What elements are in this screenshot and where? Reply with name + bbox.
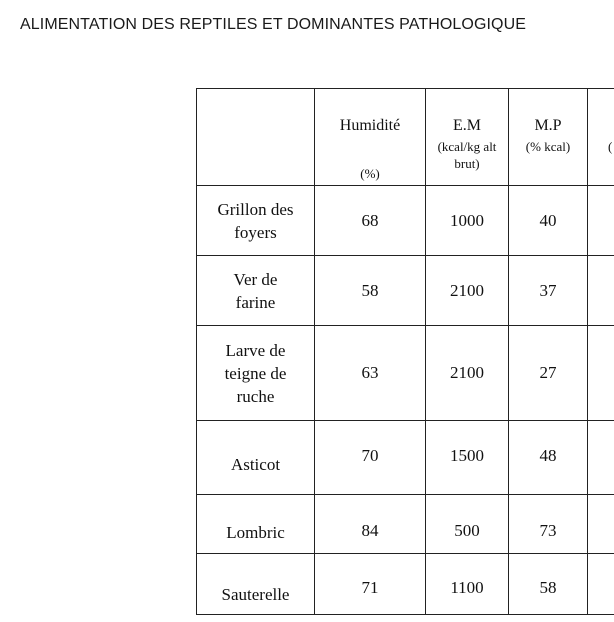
cell-em: 1500 [426,421,509,495]
cell-mp: 40 [509,186,588,256]
table-row [197,495,614,554]
table-header-row [197,89,614,186]
cell-clipped [588,421,614,495]
cell-humidite: 63 [315,326,426,421]
cell-mp: 27 [509,326,588,421]
cell-mp: 58 [509,554,588,615]
row-label: Asticot [197,421,315,495]
header-cell-humidite [315,89,426,186]
table-row [197,421,614,495]
cell-mp: 48 [509,421,588,495]
cell-clipped [588,495,614,554]
cell-em: 2100 [426,326,509,421]
header-cell-mp [509,89,588,186]
cell-clipped [588,326,614,421]
cell-humidite: 71 [315,554,426,615]
cell-em: 1000 [426,186,509,256]
table-row [197,326,614,421]
cell-clipped [588,554,614,615]
cell-em: 1100 [426,554,509,615]
row-label: Lombric [197,495,315,554]
row-label: Sauterelle [197,554,315,615]
cell-clipped [588,186,614,256]
column-label: M.P [534,117,562,134]
header-cell-clipped [588,89,614,186]
cell-mp: 37 [509,256,588,326]
column-label: E.M [453,117,481,134]
row-label: Grillon des foyers [197,186,315,256]
table-row [197,554,614,615]
cell-humidite: 70 [315,421,426,495]
nutrition-table-container [196,88,614,615]
row-label: Ver de farine [197,256,315,326]
cell-em: 2100 [426,256,509,326]
column-unit: (kcal/kg alt brut) [437,139,497,171]
nutrition-table [196,88,614,615]
header-cell-em [426,89,509,186]
table-row [197,256,614,326]
page-header: ALIMENTATION DES REPTILES ET DOMINANTES PATHOLOGIQUE [20,16,527,33]
column-unit: ( [608,139,613,154]
column-unit: (%) [360,166,380,181]
cell-humidite: 68 [315,186,426,256]
column-label: Humidité [339,117,401,134]
row-label: Larve de teigne de ruche [197,326,315,421]
cell-humidite: 84 [315,495,426,554]
table-row [197,186,614,256]
column-unit: (% kcal) [525,139,571,154]
cell-humidite: 58 [315,256,426,326]
header-cell-empty [197,89,315,186]
cell-em: 500 [426,495,509,554]
cell-mp: 73 [509,495,588,554]
cell-clipped [588,256,614,326]
